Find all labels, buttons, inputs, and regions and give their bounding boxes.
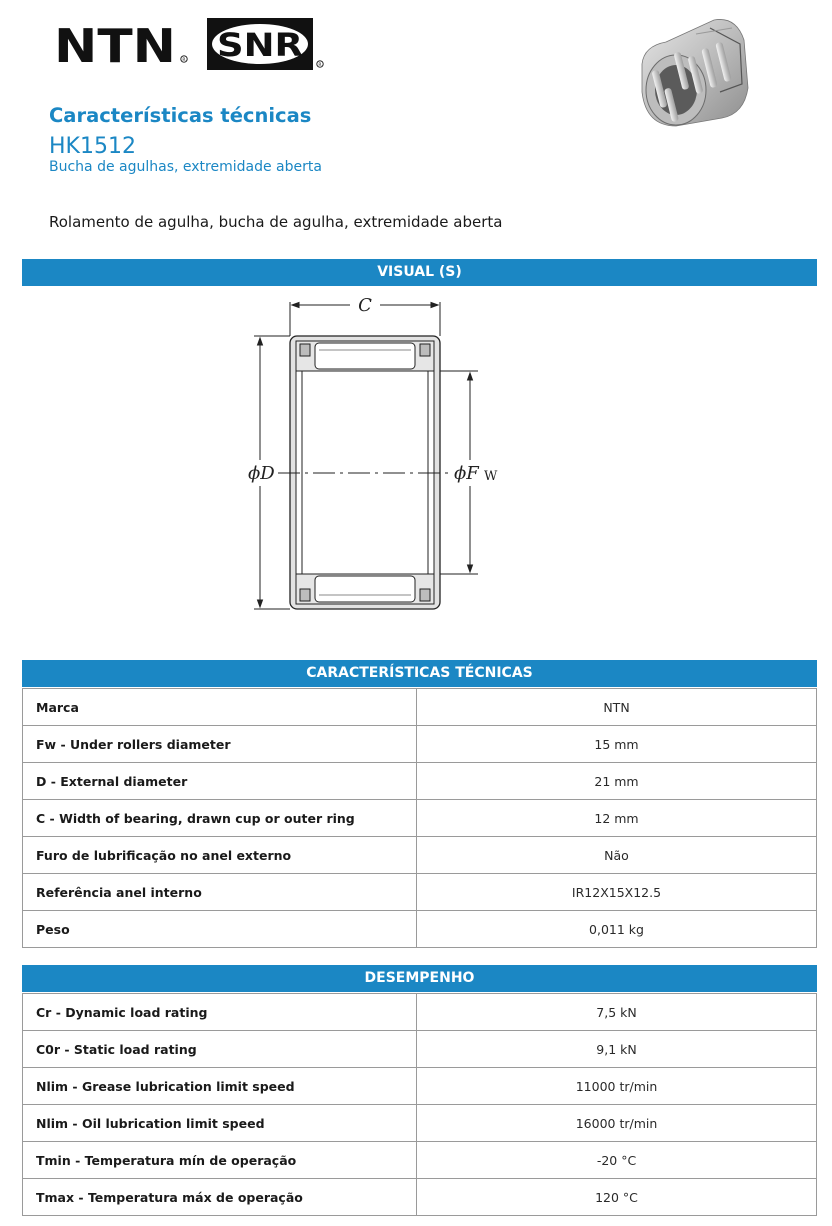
performance-section-header: DESEMPENHO xyxy=(22,965,817,992)
spec-value: NTN xyxy=(417,689,817,726)
table-row xyxy=(23,874,817,911)
spec-label: Fw - Under rollers diameter xyxy=(23,726,417,763)
table-row xyxy=(23,1179,817,1216)
spec-value: 12 mm xyxy=(417,800,817,837)
svg-text:R: R xyxy=(182,58,186,63)
spec-value: Não xyxy=(417,837,817,874)
bearing-photo xyxy=(636,14,756,130)
spec-label: D - External diameter xyxy=(23,763,417,800)
technical-section-header: CARACTERÍSTICAS TÉCNICAS xyxy=(22,660,817,687)
spec-label: Referência anel interno xyxy=(23,874,417,911)
ntn-logo-text: NTN xyxy=(54,20,176,68)
svg-text:R: R xyxy=(318,63,322,68)
table-row xyxy=(23,994,817,1031)
dimension-d-label: ϕD xyxy=(248,463,275,484)
page-title: Características técnicas xyxy=(49,104,312,127)
spec-value: 7,5 kN xyxy=(417,994,817,1031)
table-row xyxy=(23,1142,817,1179)
spec-label: Nlim - Grease lubrication limit speed xyxy=(23,1068,417,1105)
spec-value: -20 °C xyxy=(417,1142,817,1179)
spec-value: 15 mm xyxy=(417,726,817,763)
table-row xyxy=(23,1105,817,1142)
spec-label: Furo de lubrificação no anel externo xyxy=(23,837,417,874)
spec-label: Cr - Dynamic load rating xyxy=(23,994,417,1031)
table-row xyxy=(23,800,817,837)
product-subtitle: Bucha de agulhas, extremidade aberta xyxy=(49,159,322,175)
product-description: Rolamento de agulha, bucha de agulha, extremidade aberta xyxy=(49,213,503,231)
spec-label: Nlim - Oil lubrication limit speed xyxy=(23,1105,417,1142)
spec-value: 0,011 kg xyxy=(417,911,817,948)
spec-value: 9,1 kN xyxy=(417,1031,817,1068)
table-row xyxy=(23,726,817,763)
spec-value: 16000 tr/min xyxy=(417,1105,817,1142)
spec-label: Marca xyxy=(23,689,417,726)
spec-label: C - Width of bearing, drawn cup or outer ring xyxy=(23,800,417,837)
technical-table xyxy=(22,688,817,948)
spec-label: Tmin - Temperatura mín de operação xyxy=(23,1142,417,1179)
spec-value: IR12X15X12.5 xyxy=(417,874,817,911)
spec-value: 11000 tr/min xyxy=(417,1068,817,1105)
model-number: HK1512 xyxy=(49,134,136,159)
spec-value: 120 °C xyxy=(417,1179,817,1216)
snr-logo xyxy=(206,17,326,71)
table-row xyxy=(23,1031,817,1068)
ntn-logo xyxy=(54,20,189,68)
table-row xyxy=(23,1068,817,1105)
spec-value: 21 mm xyxy=(417,763,817,800)
spec-label: Tmax - Temperatura máx de operação xyxy=(23,1179,417,1216)
visual-section-header: VISUAL (S) xyxy=(22,259,817,286)
spec-label: Peso xyxy=(23,911,417,948)
dimension-fw-label: ϕF xyxy=(454,463,479,484)
table-row xyxy=(23,911,817,948)
table-row xyxy=(23,689,817,726)
dimension-fw-subscript: W xyxy=(484,469,498,484)
performance-table xyxy=(22,993,817,1216)
table-row xyxy=(23,837,817,874)
spec-label: C0r - Static load rating xyxy=(23,1031,417,1068)
snr-logo-text: SNR xyxy=(217,26,303,64)
dimension-c-label: C xyxy=(358,295,372,316)
bearing-technical-drawing xyxy=(240,292,500,614)
table-row xyxy=(23,763,817,800)
